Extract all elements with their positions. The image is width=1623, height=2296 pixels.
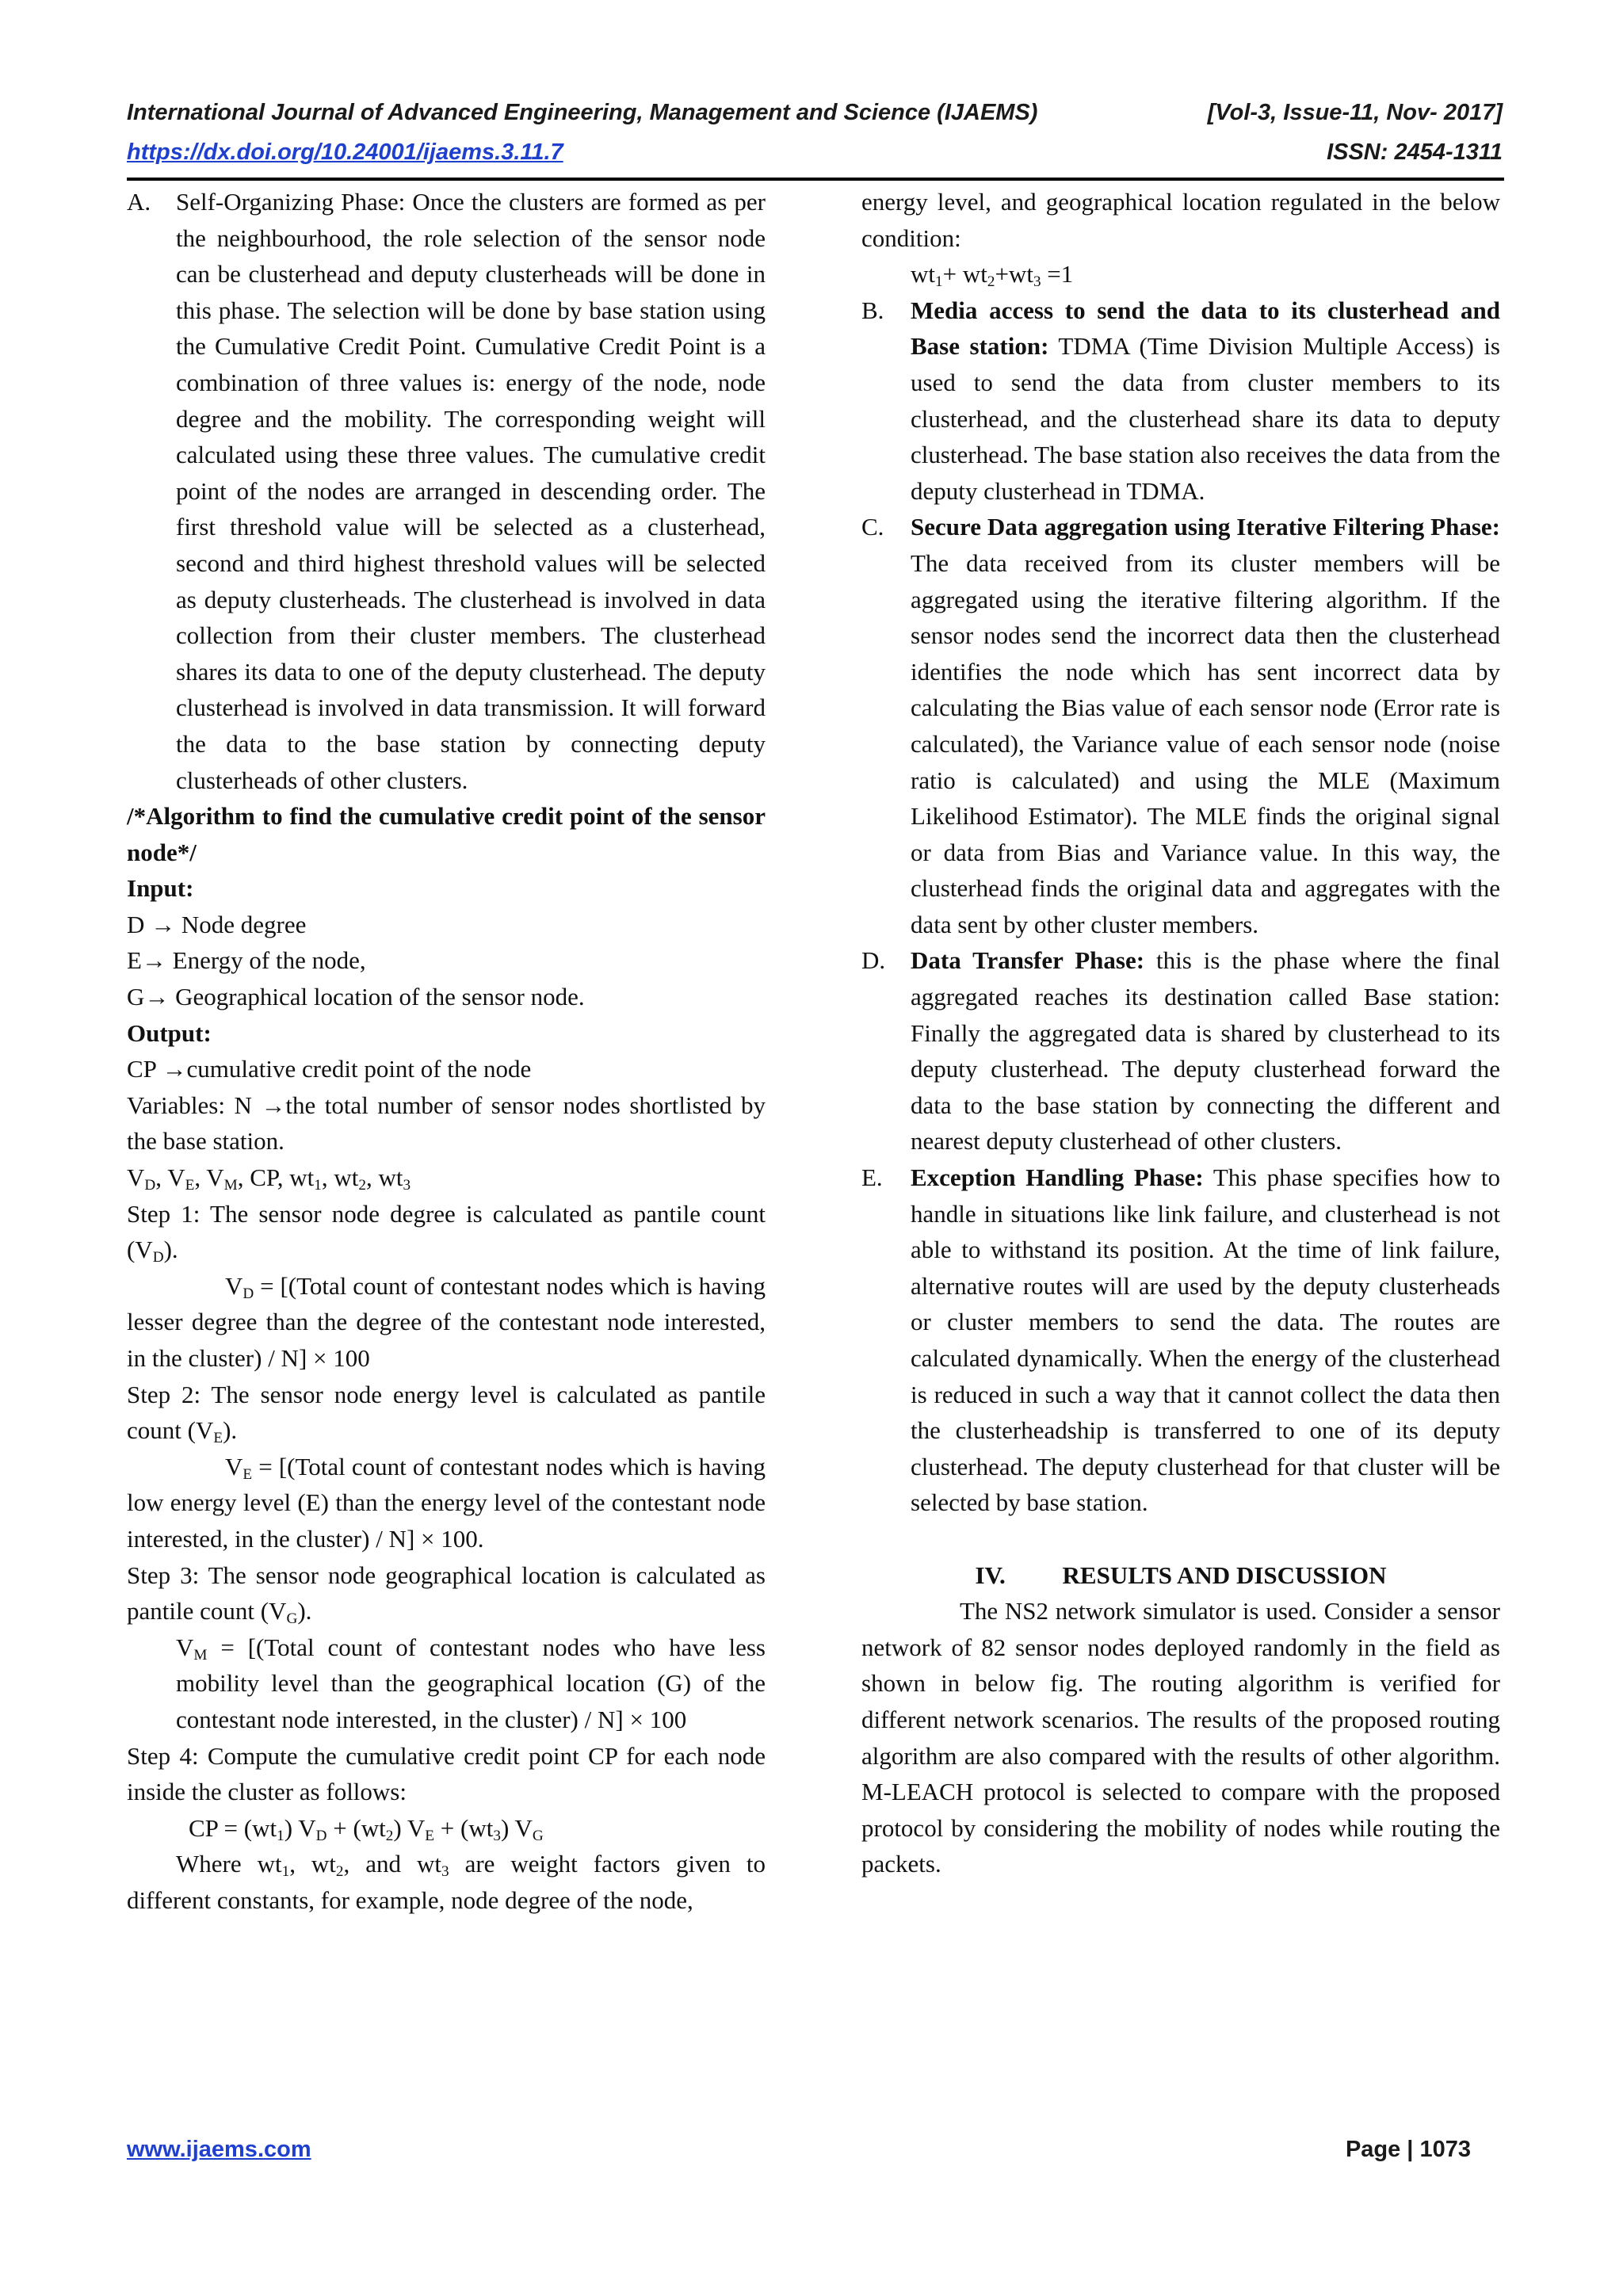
list-item-a: [127, 184, 766, 798]
input-g: G→ Geographical location of the sensor node.: [127, 983, 585, 1011]
volume-info: [Vol-3, Issue-11, Nov- 2017]: [1207, 100, 1503, 125]
continuation-text: energy level, and geographical location regulated in the below condition:: [861, 188, 1500, 252]
section-number: IV.: [975, 1561, 1006, 1589]
item-text: Media access to send the data to its clusterhead and Base station: TDMA (Time Division Multiple Access) is used to send the data from cluster members to its clusterhead, and the clusterhead share its data to deputy clusterhead. The base station also receives the data from the deputy clusterhead in TDMA.: [911, 296, 1500, 505]
right-column: [861, 184, 1500, 1882]
variables-list: $V_D$, $V_E$, $V_M$, CP, $wt_1$, $wt_2$, $wt_3$: [127, 1163, 411, 1194]
input-label: Input:: [127, 874, 194, 903]
step-4: Step 4: Compute the cumulative credit point CP for each node inside the cluster as follows:: [127, 1741, 766, 1806]
section-title: RESULTS AND DISCUSSION: [1062, 1561, 1387, 1589]
issn: ISSN: 2454-1311: [1327, 139, 1503, 165]
item-text: Data Transfer Phase: this is the phase where the final aggregated reaches its destination called Base station: Finally the aggregated data is shared by clusterhead to its deputy clusterhead. The deputy clusterhead forward the data to the base station by connecting the different and nearest deputy clusterhead of other clusters.: [911, 946, 1500, 1156]
algorithm-title: /*Algorithm to find the cumulative credit point of the sensor node*/: [127, 802, 766, 866]
results-paragraph: The NS2 network simulator is used. Consider a sensor network of 82 sensor nodes deployed randomly in the field as shown in below fig. The routing algorithm is verified for different network scenarios. The results of the proposed routing algorithm are also compared with the results of other algorithm. M-LEACH protocol is selected to compare with the proposed protocol by considering the mobility of nodes while routing the packets.: [861, 1597, 1500, 1878]
weight-equation: $wt_1+ wt_2+wt_3 =1$: [911, 260, 1074, 290]
input-e: E→ Energy of the node,: [127, 946, 366, 975]
item-text: Self-Organizing Phase: Once the clusters are formed as per the neighbourhood, the role selection of the sensor node can be clusterhead and deputy clusterheads will be done in this phase. The selection will be done by base station using the Cumulative Credit Point. Cumulative Credit Point is a combination of three values is: energy of the node, node degree and the mobility. The corresponding weight will calculated using these three values. The cumulative credit point of the nodes are arranged in descending order. The first threshold value will be selected as a clusterhead, second and third highest threshold values will be selected as deputy clusterheads. The clusterhead is involved in data collection from their cluster members. The clusterhead shares its data to one of the deputy clusterhead. The deputy clusterhead is involved in data transmission. It will forward the data to the base station by connecting deputy clusterheads of other clusters.: [176, 188, 766, 794]
footer-website-link[interactable]: www.ijaems.com: [127, 2137, 311, 2162]
equation-cp: CP = $(wt_1) V_D + (wt_2) V_E + (wt_3)$ $V_G$: [189, 1813, 544, 1844]
equation-ve: $V_E$ = [(Total count of contestant nodes which is having low energy level (E) than the energy level of the contestant node interested, in the cluster) / N] × 100.: [127, 1452, 766, 1553]
step-1: Step 1: The sensor node degree is calculated as pantile count $(V_D)$.: [127, 1199, 766, 1266]
section-heading: [861, 1557, 1500, 1594]
item-marker: D.: [861, 946, 886, 975]
equation-vd: $V_D$ = [(Total count of contestant nodes which is having lesser degree than the degree of the contestant node interested, in the cluster) / N] × 100: [127, 1271, 766, 1372]
doi-link[interactable]: https://dx.doi.org/10.24001/ijaems.3.11.7: [127, 139, 563, 165]
list-item-e: [861, 1159, 1500, 1521]
item-marker: C.: [861, 513, 884, 541]
step-2: Step 2: The sensor node energy level is calculated as pantile count $(V_E)$.: [127, 1380, 766, 1446]
item-marker: B.: [861, 296, 884, 324]
item-text: Exception Handling Phase: This phase specifies how to handle in situations like link failure, and clusterhead is not able to withstand its position. At the time of link failure, alternative routes will are used by the deputy clusterheads or cluster members to send the data. The routes are calculated dynamically. When the energy of the clusterhead is reduced in such a way that it cannot collect the data then the clusterheadship is transferred to one of its deputy clusterhead. The deputy clusterhead for that cluster will be selected by base station.: [911, 1163, 1501, 1517]
list-item-d: [861, 942, 1500, 1159]
list-item-b: [861, 292, 1500, 510]
header-rule: [127, 178, 1504, 181]
journal-title: International Journal of Advanced Engineering, Management and Science (IJAEMS): [127, 100, 1038, 125]
output-label: Output:: [127, 1018, 212, 1047]
item-marker: A.: [127, 188, 151, 216]
input-d: D → Node degree: [127, 910, 307, 938]
item-marker: E.: [861, 1163, 883, 1192]
weights-description: Where $wt_1$, $wt_2$, and $wt_3$ are weight factors given to different constants, for example, node degree of the node,: [127, 1850, 766, 1914]
variables-text: Variables: N →the total number of sensor nodes shortlisted by the base station.: [127, 1091, 766, 1156]
item-text: Secure Data aggregation using Iterative Filtering Phase: The data received from its cluster members will be aggregated using the iterative filtering algorithm. If the sensor nodes send the incorrect data then the clusterhead identifies the node which has sent incorrect data by calculating the Bias value of each sensor node (Error rate is calculated), the Variance value of each sensor node (noise ratio is calculated) and using the MLE (Maximum Likelihood Estimator). The MLE finds the original signal or data from Bias and Variance value. In this way, the clusterhead finds the original data and aggregates with the data sent by other cluster members.: [911, 513, 1500, 938]
left-column: [127, 184, 766, 1919]
step-3: Step 3: The sensor node geographical location is calculated as pantile count $(V_G)$.: [127, 1561, 766, 1627]
equation-vm: $V_M$ = [(Total count of contestant nodes who have less mobility level than the geographical location (G) of the contestant node interested, in the cluster) / N] × 100: [176, 1633, 766, 1733]
output-cp: CP →cumulative credit point of the node: [127, 1055, 532, 1083]
list-item-c: [861, 509, 1500, 942]
page-number: Page | 1073: [1345, 2137, 1471, 2162]
